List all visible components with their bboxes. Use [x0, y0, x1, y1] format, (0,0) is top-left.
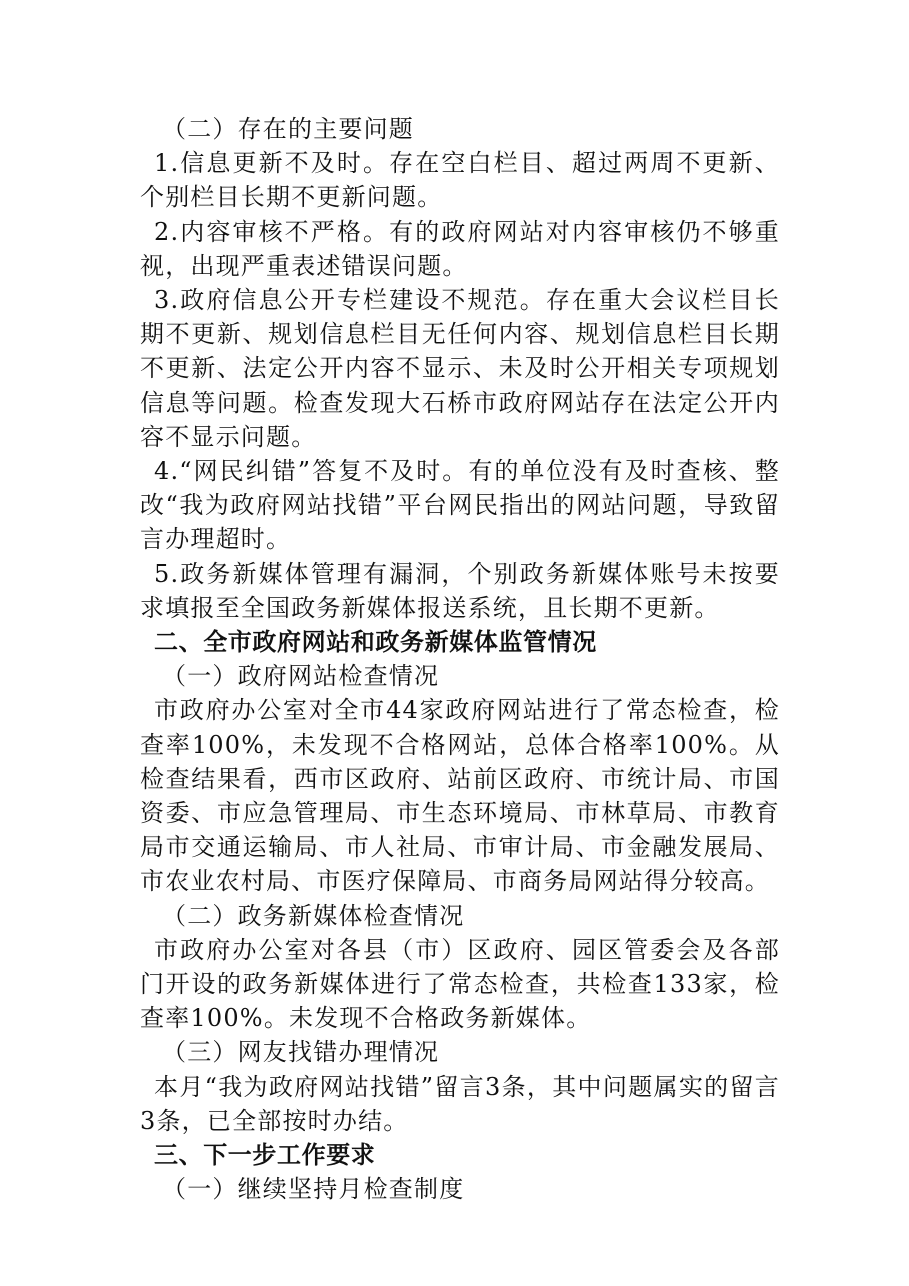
paragraph-netizen-correction: 4.“网民纠错”答复不及时。有的单位没有及时查核、整改“我为政府网站找错”平台网民指出的网站问题，导致留言办理超时。	[140, 457, 780, 554]
section-heading-supervision: 二、全市政府网站和政务新媒体监管情况	[154, 628, 597, 657]
subsection-title-monthly-check: （一）继续坚持月检查制度	[162, 1175, 465, 1204]
document-body	[140, 112, 780, 1207]
paragraph-info-update: 1.信息更新不及时。存在空白栏目、超过两周不更新、个别栏目长期不更新问题。	[140, 149, 780, 212]
paragraph-info-disclosure: 3.政府信息公开专栏建设不规范。存在重大会议栏目长期不更新、规划信息栏目无任何内容、规划信息栏目长期不更新、法定公开内容不显示、未及时公开相关专项规划信息等问题。检查发现大石桥市政府网站存在法定公开内容不显示问题。	[140, 286, 780, 451]
paragraph-netizen-errors: 本月“我为政府网站找错”留言3条，其中问题属实的留言3条，已全部按时办结。	[140, 1072, 780, 1135]
subsection-title-netizen-errors: （三）网友找错办理情况	[162, 1038, 440, 1067]
subsection-title-website-check: （一）政府网站检查情况	[162, 662, 440, 691]
paragraph-new-media-check: 市政府办公室对各县（市）区政府、园区管委会及各部门开设的政务新媒体进行了常态检查，共检查133家，检查率100%。未发现不合格政务新媒体。	[140, 935, 780, 1033]
paragraph-website-check: 市政府办公室对全市44家政府网站进行了常态检查，检查率100%，未发现不合格网站，总体合格率100%。从检查结果看，西市区政府、站前区政府、市统计局、市国资委、市应急管理局、市生态环境局、市林草局、市教育局市交通运输局、市人社局、市审计局、市金融发展局、市农业农村局、市医疗保障局、市商务局网站得分较高。	[140, 696, 780, 896]
paragraph-new-media-management: 5.政务新媒体管理有漏洞，个别政务新媒体账号未按要求填报至全国政务新媒体报送系统，且长期不更新。	[140, 559, 780, 622]
paragraph-content-review: 2.内容审核不严格。有的政府网站对内容审核仍不够重视，出现严重表述错误问题。	[140, 217, 780, 280]
subsection-title-existing-problems: （二）存在的主要问题	[162, 115, 414, 143]
subsection-title-new-media-check: （二）政务新媒体检查情况	[162, 901, 465, 930]
section-heading-next-steps: 三、下一步工作要求	[154, 1141, 376, 1170]
